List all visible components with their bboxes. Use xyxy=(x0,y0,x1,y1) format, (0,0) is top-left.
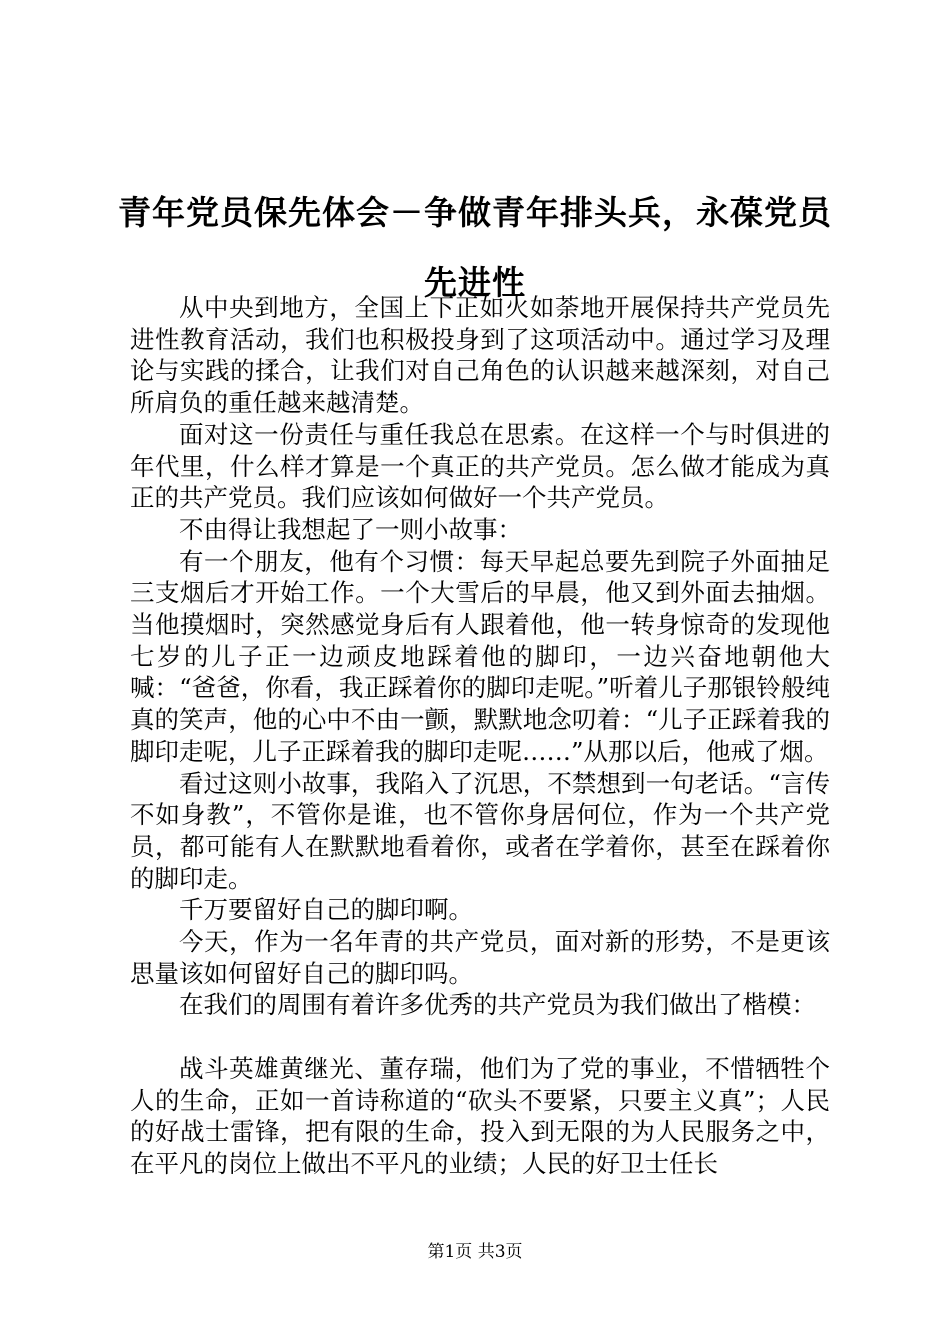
paragraph: 从中央到地方，全国上下正如火如荼地开展保持共产党员先进性教育活动，我们也积极投身到了这项活动中。通过学习及理论与实践的揉合，让我们对自己角色的认识越来越深刻，对自己所肩负的重任越来越清楚。 xyxy=(130,293,830,418)
page-footer: 第1页 共3页 xyxy=(427,1242,523,1262)
paragraph: 战斗英雄黄继光、董存瑞，他们为了党的事业，不惜牺牲个人的生命，正如一首诗称道的“砍头不要紧，只要主义真”；人民的好战士雷锋，把有限的生命，投入到无限的为人民服务之中，在平凡的岗位上做出不平凡的业绩；人民的好卫士任长 xyxy=(130,1053,830,1178)
paragraph: 有一个朋友，他有个习惯：每天早起总要先到院子外面抽足三支烟后才开始工作。一个大雪后的早晨，他又到外面去抽烟。当他摸烟时，突然感觉身后有人跟着他，他一转身惊奇的发现他七岁的儿子正一边顽皮地踩着他的脚印，一边兴奋地朝他大喊：“爸爸，你看，我正踩着你的脚印走呢。”听着儿子那银铃般纯真的笑声，他的心中不由一颤，默默地念叨着：“儿子正踩着我的脚印走呢，儿子正踩着我的脚印走呢……”从那以后，他戒了烟。 xyxy=(130,546,830,766)
document-title: 青年党员保先体会－争做青年排头兵，永葆党员先进性 xyxy=(118,193,832,302)
paragraph: 在我们的周围有着许多优秀的共产党员为我们做出了楷模： xyxy=(179,990,816,1020)
paragraph: 千万要留好自己的脚印啊。 xyxy=(179,895,473,925)
paragraph: 看过这则小故事，我陷入了沉思，不禁想到一句老话。“言传不如身教”，不管你是谁，也不管你身居何位，作为一个共产党员，都可能有人在默默地看着你，或者在学着你，甚至在踩着你的脚印走。 xyxy=(130,768,830,893)
document-body xyxy=(130,292,830,1180)
paragraph: 面对这一份责任与重任我总在思索。在这样一个与时俱进的年代里，什么样才算是一个真正的共产党员。怎么做才能成为真正的共产党员。我们应该如何做好一个共产党员。 xyxy=(130,419,830,513)
paragraph: 今天，作为一名年青的共产党员，面对新的形势，不是更该思量该如何留好自己的脚印吗。 xyxy=(130,927,830,988)
paragraph: 不由得让我想起了一则小故事： xyxy=(179,514,522,544)
